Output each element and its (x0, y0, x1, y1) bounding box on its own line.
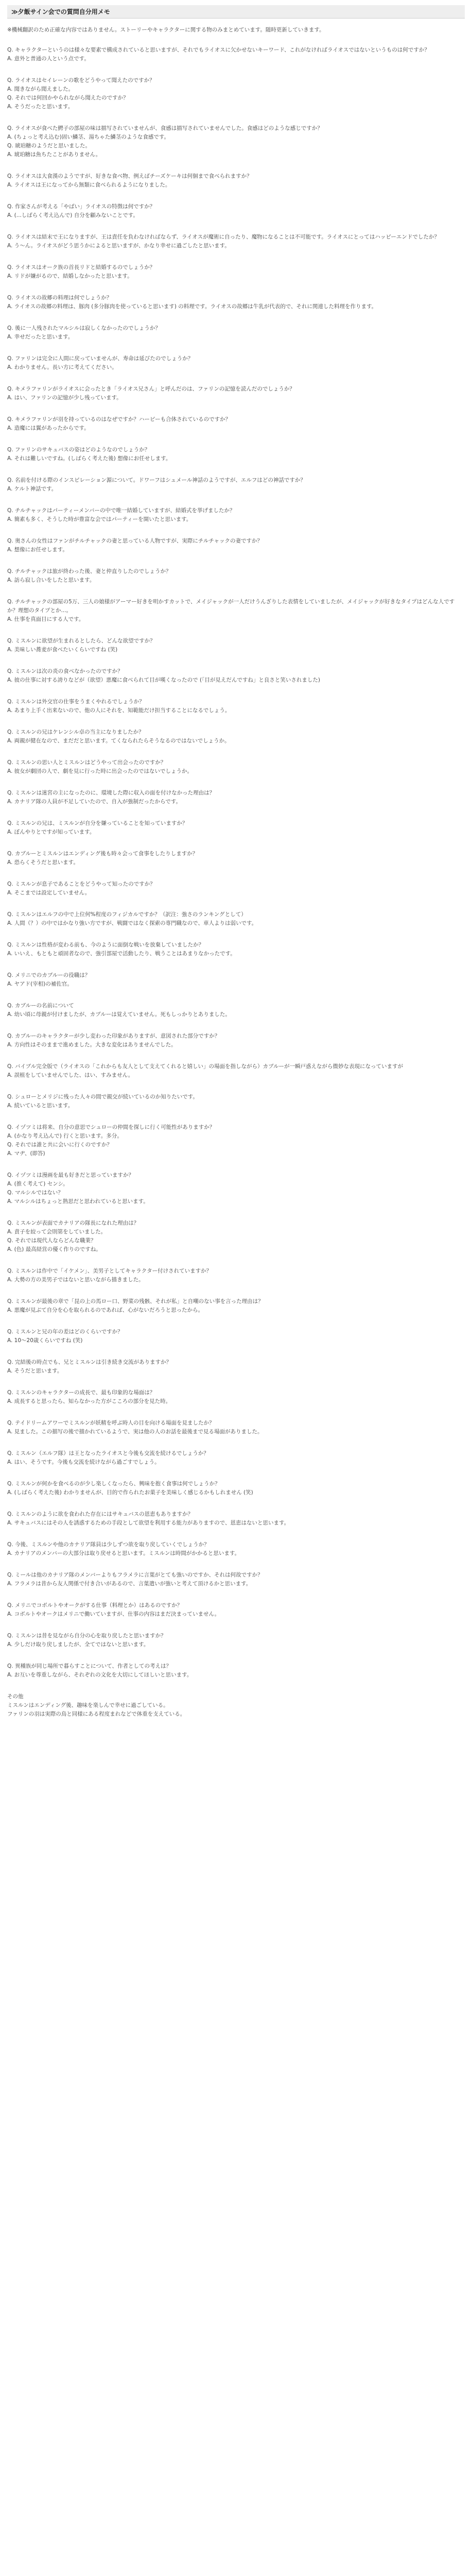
answer-text: A. 幸せだったと思います。 (7, 334, 74, 340)
question-text: Q. ミスルンは次の炎の食べなかったのですか？ (7, 668, 123, 674)
answer-text: Q. マルシルではない？ (7, 1190, 63, 1196)
answer-text: A. はい、ファリンの記憶が少し残っています。 (7, 395, 122, 401)
question-text: Q. ミスルンが何かを食べるのが少し楽しくなったら、興味を抱く食事は何でしょうか？ (7, 1481, 220, 1487)
qa-item (7, 1267, 465, 1284)
question-text: Q. 後に一人残されたマルシルは寂しくなかったのでしょうか？ (7, 325, 161, 331)
question-text: Q. ミスルンは迷宮の主になったのに、環境した際に収入の面を付けなかった理由は？ (7, 790, 215, 796)
qa-item (7, 1062, 465, 1080)
answer-text: A. 仕事を真面目にする人です。 (7, 616, 84, 622)
question-text: Q. ライオスの故郷の料理は何でしょうか？ (7, 295, 112, 301)
answer-text: A. マルシルはちょっと熟思だと思われていると思います。 (7, 1198, 149, 1205)
question-text: Q. メリニでのカブルーの役職は？ (7, 972, 91, 978)
question-text: Q. 異種族が同じ場所で暮らすことについて、作者としての考えは？ (7, 1663, 172, 1669)
answer-text: A. 想像にお任せします。 (7, 547, 68, 553)
answer-text: A. 聞きながら聞えました。 (7, 86, 74, 92)
qa-item (7, 1449, 465, 1467)
answer-text: A. あまり上手く出来ないので、他の人にそれを、知範能だけ担当することになるでしょう。 (7, 707, 231, 714)
qa-item (7, 1093, 465, 1110)
qa-item (7, 1601, 465, 1619)
question-text: Q. バイブル完全版で（ライオスの「これからも友人として支えてくれると嬉しい」の場面を指しながら）カブルーが一瞬戸惑えながら微妙な表現になっていますが (7, 1063, 404, 1070)
question-text: Q. ミスルン（エルフ隊）は王となったライオスと今後も交流を続けるでしょうか？ (7, 1450, 209, 1456)
answer-text: A. 訪ら寂し合いをしたと思います。 (7, 577, 95, 583)
qa-item (7, 537, 465, 554)
answer-text: A. それは難しいですね。(しばらく考えた後) 想像にお任せします。 (7, 455, 171, 462)
qa-item (7, 76, 465, 111)
qa-item (7, 354, 465, 372)
answer-text: A. カナリア隊の人員が不足していたので、自入が強制だったからです。 (7, 799, 182, 805)
question-text: Q. ミスルンはエルフの中で上位何%程度のフィジカルですか？（訳注：強さのランキングとして） (7, 911, 247, 918)
question-text: Q. ミスルンの兄はケレンシル卓の当主になりましたか？ (7, 729, 144, 735)
answer-text: A. 意外と普通の人という点です。 (7, 56, 90, 62)
question-text: Q. イヅツミは漫画を最も好きだと思っていますか？ (7, 1172, 134, 1178)
answer-text: A. そこまでは設定していません。 (7, 890, 91, 896)
answer-text: A. サキュバスにはその人を誘惑するための手段として欲望を利用する能力がありますので、恩恵はないと思います。 (7, 1520, 290, 1526)
qa-item (7, 1171, 465, 1206)
qa-list (7, 46, 465, 1680)
question-text: Q. ライオスが食べた鰐子の部屋の味は描写されていませんが、食感は描写されていませんでした。食感はどのような感じですか？ (7, 125, 323, 131)
answer-text: A. 人間（？）の中ではかなり強い方ですが、戦闘ではなく探索の専門職なので、車人よりは弱いです。 (7, 920, 257, 926)
answer-text: A. (色) 最高経営の優く作りのですね。 (7, 1246, 101, 1252)
answer-text: A. 方向性はそのままで進めました。大きな変化はありませんでした。 (7, 1042, 177, 1048)
qa-item (7, 850, 465, 867)
answer-text: A. 彼の仕事に対する誇りなどが（欲望）悪魔に食べられて目が嘆くなったので (「目が見えだんですね」と良さと笑いされました) (7, 677, 320, 683)
answer-text: A. そうだと思います。 (7, 1368, 63, 1374)
qa-item (7, 637, 465, 654)
qa-item (7, 1002, 465, 1019)
question-text: Q. カブルーの名前について (7, 1003, 74, 1009)
answer-text: A. 少しだけ取り戻しましたが、全てではないと思います。 (7, 1641, 149, 1648)
question-text: Q. ミスルンは作中で「イケメン」、美男子としてキャラクター付けされていますか？ (7, 1268, 212, 1274)
qa-item (7, 446, 465, 463)
question-text: Q. ライオスは大食漢のようですが、好きな食べ物、例えばチーズケーキは何個まで食べられますか？ (7, 173, 252, 179)
qa-item (7, 263, 465, 281)
qa-item (7, 1540, 465, 1558)
question-text: Q. イヅツミは将来、自分の意思でシュローの仲間を探しに行く可能性がありますか？ (7, 1124, 215, 1130)
notes-lines (7, 1701, 465, 1719)
question-text: Q. メリニでコボルトやオークがする仕事（料理とか）はあるのですか？ (7, 1602, 183, 1608)
qa-item (7, 324, 465, 342)
answer-text: A. 琥珀糖は魚ちたことがありません。 (7, 151, 101, 158)
answer-text: A. 見ました。この描写の後で描かれているようで、実は他の人のお話を最後まで見る場面がありました。 (7, 1429, 263, 1435)
answer-text: A. いいえ、もともと頑固者なので、強引部屋で活動したり、戦うことはあまりなかったです。 (7, 951, 236, 957)
qa-item (7, 1297, 465, 1315)
qa-item (7, 294, 465, 311)
answer-text: A. コボルトやオークはメリニで働いていますが、仕事の内容はまだ決まっていません。 (7, 1611, 220, 1617)
answer-text: A. 責子を絞って会則第をしていました。 (7, 1229, 107, 1235)
answer-text: A. お互いを尊重しながら、それぞれの文化を大切にしてほしいと思います。 (7, 1672, 193, 1678)
answer-text: A. 成長すると思ったら、知らなかった方がこころの部分を見た時。 (7, 1398, 171, 1404)
page-title: ≫夕飯サイン会での質問自分用メモ (7, 5, 465, 19)
question-text: Q. チルチャックはパーティーメンバーの中で唯一結婚していますが、結婚式を挙げましたか？ (7, 507, 235, 514)
answer-text: A. わかりません。長い方に考えてください。 (7, 364, 117, 370)
qa-item (7, 910, 465, 928)
qa-item (7, 880, 465, 897)
question-text: Q. チルチャックは旅が終わった後、妻と仲直りしたのでしょうか？ (7, 568, 171, 574)
qa-item (7, 202, 465, 220)
qa-item (7, 1632, 465, 1649)
answer-text: A. 誤植をしていませんでした、はい、すみません。 (7, 1072, 134, 1078)
question-text: Q. ミスルンは外交官の仕事をうまくやれるでしょうか？ (7, 699, 145, 705)
qa-item (7, 415, 465, 433)
answer-text: Q. 琥珀糖のようだと思いました。 (7, 143, 91, 149)
question-text: Q. ミスルンは性格が変わる前も、今のように面倒な戦いを放棄していましたか？ (7, 942, 204, 948)
qa-item (7, 1328, 465, 1345)
question-text: Q. 作家さんが考える「やばい」ライオスの特徴は何ですか？ (7, 204, 155, 210)
answer-text: A. リドが嫌がるので、結婚しなかったと思います。 (7, 273, 133, 279)
qa-item (7, 1662, 465, 1680)
qa-item (7, 1358, 465, 1376)
qa-item (7, 46, 465, 63)
qa-item (7, 1032, 465, 1049)
question-text: Q. 今後、ミスルンや他のカナリア隊員は少しずつ欲を取り戻していくでしょうか？ (7, 1541, 209, 1548)
answer-text: A. ヤアド(宰相)の補佐官。 (7, 981, 73, 987)
question-text: Q. ミスルンのキャラクターの成長で、最も印象的な場面は？ (7, 1389, 155, 1396)
question-text: Q. テイドリームアワーでミスルンが妖精を呼ぶ時人の目を向ける場面を見ましたか？ (7, 1420, 215, 1426)
question-text: Q. ミスルンは昔を見ながら自分の心を取り戻したと思いますか？ (7, 1633, 166, 1639)
qa-item (7, 233, 465, 250)
question-text: Q. カブルーとミスルンはエンディング後も時々会って食事をしたりしますか？ (7, 851, 198, 857)
qa-item (7, 1510, 465, 1528)
qa-item (7, 1480, 465, 1497)
answer-text: A. 幼い頃に母親が付けましたが、カブルーは覚えていません。死もしっかりとありました。 (7, 1011, 231, 1018)
notes-line: ファリンの羽は実際の鳥と同様にある程度まれなどで体重を支えている。 (7, 1711, 186, 1717)
answer-text: A. はい、そうです。今後も交流を続けながら過ごすでしょう。 (7, 1459, 160, 1465)
answer-text: A. ライオスの故郷の料理は、豚肉 (多分豚肉を使っていると思います) の料理です。ライオスの故郷は牛乳が代表的で、それに関連した料理を作ります。 (7, 303, 377, 310)
qa-item (7, 728, 465, 745)
question-text: Q. ミスルンが最後の章で「昆の上の馬ロー口、野菜の残骸、それが私」と自嘲のない事を言った理由は？ (7, 1298, 264, 1304)
answer-text: A. (...しばらく考え込んで) 自分を顧みないことです。 (7, 212, 138, 218)
notes-heading: その他 (7, 1693, 24, 1700)
question-text: Q. 完結後の時点でも、兄とミスルンは引き続き交流がありますか？ (7, 1359, 172, 1365)
qa-item (7, 1123, 465, 1158)
qa-item (7, 124, 465, 159)
qa-item (7, 667, 465, 685)
qa-item (7, 1419, 465, 1436)
notes-line: ミスルンはエンディング後、趣味を楽しんで幸せに過ごしている。 (7, 1702, 169, 1708)
answer-text: Q. それでは何回かやられながら聞えたのですか？ (7, 95, 129, 101)
answer-text: A. カナリアのメンバーの大部分は取り戻せると思います。ミスルンは時間がかかると思います。 (7, 1550, 240, 1556)
other-notes (7, 1692, 465, 1719)
qa-item (7, 1388, 465, 1406)
question-text: Q. ミスルンと兄の年の差はどのくらいですか？ (7, 1329, 123, 1335)
qa-item (7, 598, 465, 624)
qa-item (7, 941, 465, 958)
question-text: Q. 奥さんの女性はファンがチルチャックの妻と思っている人物ですが、実際にチルチャックの妻ですか？ (7, 538, 263, 544)
answer-text: Q. それでは現代人ならどんな職業？ (7, 1238, 96, 1244)
qa-item (7, 172, 465, 190)
answer-text: A. ケルト神話です。 (7, 486, 57, 492)
answer-text: A. ライオスは王になってから無類に食べられるようになりました。 (7, 182, 171, 188)
qa-item (7, 758, 465, 776)
answer-text: A. 恐らくそうだと思います。 (7, 859, 79, 866)
answer-text: A. マヂ、(即答) (7, 1150, 45, 1157)
answer-text: A. (かなり考え込んで) 行くと思います。多分。 (7, 1133, 123, 1139)
qa-item (7, 789, 465, 806)
answer-text: A. 簡素も多く、そうした時が豊富な会ではパーティーを開いたと思います。 (7, 516, 192, 522)
question-text: Q. ファリンのサキュバスの姿はどのようなのでしょうか？ (7, 447, 150, 453)
answer-text: A. 彼女が劇団の人で、劇を見に行った時に出会ったのではないでしょうか。 (7, 768, 193, 774)
answer-text: A. 悪魔が見ぶて自分を心を取られるのであれば、心がないだろうと思ったから。 (7, 1307, 204, 1313)
question-text: Q. ミスルンが息子であることをどうやって知ったのですか？ (7, 881, 155, 887)
answer-text: A. 続いていると思います。 (7, 1103, 74, 1109)
question-text: Q. ライオスは結末で王になりますが、王は責任を負わなければならず、ライオスが魔術に自ったり、魔物になることは不可能です。ライオスにとってはハッピーエンドでしたか？ (7, 234, 440, 240)
qa-item (7, 971, 465, 989)
question-text: Q. ミスルンのように欲を食われた存在にはサキュバスの恩恵もありますか？ (7, 1511, 194, 1517)
answer-text: A. 10〜20歳くらいですね (笑) (7, 1337, 83, 1344)
question-text: Q. キメラファリンがライオスに会ったとき「ライオス兄さん」と呼んだのは、ファリンの記憶を読んだのでしょうか？ (7, 386, 295, 392)
question-text: Q. ミスルンに欲望が生まれるとしたら、どんな欲望ですか？ (7, 638, 155, 644)
question-text: Q. キャラクターというのは様々な要素で構成されていると思いますが、それでもライオスに欠かせないキーワード、これがなければライオスではないというものは何ですか？ (7, 47, 430, 53)
answer-text: A. ぼんやりとですが知っています。 (7, 829, 95, 835)
question-text: Q. ライオスはオーク族の首長リドと結婚するのでしょうか？ (7, 264, 155, 270)
answer-text: A. そうだったと思います。 (7, 104, 74, 110)
qa-item (7, 476, 465, 494)
qa-item (7, 1571, 465, 1588)
question-text: Q. ライオスはセイレーンの歌をどうやって聞えたのですか？ (7, 77, 155, 83)
qa-item (7, 1219, 465, 1254)
answer-text: A. 大勢の方の美男子ではないと思いながら描きました。 (7, 1277, 144, 1283)
question-text: Q. 名前を付ける際のインスピレーション源について。ドワーフはシュメール神話のようですが、エルフはどの神話ですか？ (7, 477, 306, 483)
answer-text: Q. それでは誰と共に会いに行くのですか？ (7, 1142, 112, 1148)
question-text: Q. ミスルンの思い人とミスルンはどうやって出会ったのですか？ (7, 759, 166, 766)
question-text: Q. ミールは他のカナリア隊のメンバーよりもフラメラに言葉がとても強いのですか、それは何故ですか？ (7, 1572, 263, 1578)
answer-text: A. 造魔には翼があったからです。 (7, 425, 90, 431)
qa-item (7, 567, 465, 585)
question-text: Q. ミスルンが表面でカナリアの隊長になれた理由は？ (7, 1220, 139, 1226)
answer-text: A. (しばらく考えた後) わかりませんが、目的で作られたお菓子を美味しく感じるかもしれません (笑) (7, 1489, 253, 1496)
answer-text: A. (ちょっと考え込む)固い鱗茎、湯ちゃた鱗茎のような食感です。 (7, 134, 170, 140)
answer-text: A. う〜ん。ライオスがどう思うかによると思いますが、かなり幸せに過ごしたと思います。 (7, 243, 230, 249)
intro-note: ※機械翻訳のため正確な内容ではありません。ストーリーやキャラクターに関する物のみまとめています。随時更新していきます。 (7, 27, 325, 33)
question-text: Q. ミスルンの兄は、ミスルンが自分を嫌っていることを知っていますか？ (7, 820, 188, 826)
qa-item (7, 385, 465, 402)
question-text: Q. カブルーのキャラクターが少し変わった印象がありますが、意図された部分ですか？ (7, 1033, 220, 1039)
question-text: Q. シュローとメリジに残った人々の間で親交が続いているのか知りたいです。 (7, 1094, 198, 1100)
answer-text: A. 美味しい蕎麦が食べたいくらいですね (笑) (7, 647, 118, 653)
answer-text: A. (推く考えて) センシ。 (7, 1181, 68, 1187)
question-text: Q. ファリンは完全に人間に戻っていませんが、寿命は延びたのでしょうか？ (7, 355, 194, 362)
question-text: Q. チルチャックの部屋の5万、三人の娘様がアーマー好きを明かすカットで、メイジャックが一人だけうんざりした表情をしていましたが、メイジャックが好きなタイプはどんな人ですか？理想のタイプとか...。 (7, 599, 455, 614)
qa-item (7, 506, 465, 524)
answer-text: A. 両親が健在なので、まだだと思います。てくなられたらそうなるのではないでしょうか。 (7, 738, 230, 744)
qa-item (7, 819, 465, 837)
question-text: Q. キメラファリンが羽を持っているのはなぜですか？ハーピーも合体されているのですか？ (7, 416, 231, 422)
qa-item (7, 698, 465, 715)
answer-text: A. フラメラは昔から友人関係で付き合いがあるので、言葉遣いが強いと考えて頂けるかと思います。 (7, 1581, 252, 1587)
